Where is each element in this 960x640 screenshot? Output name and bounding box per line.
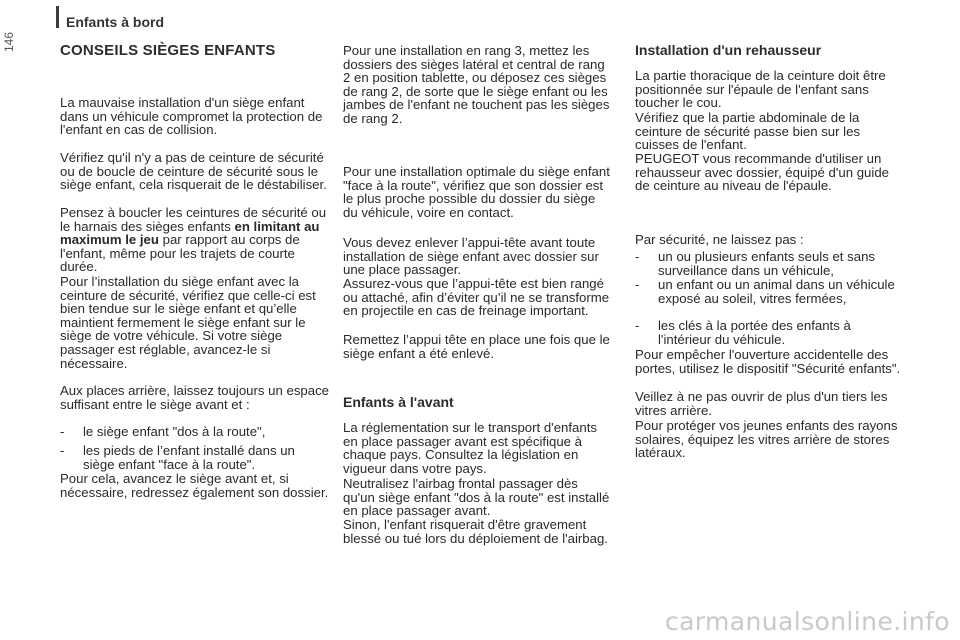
paragraph: Pour cela, avancez le siège avant et, si nécessaire, redressez également son dossier. [60,471,329,500]
paragraph: Par sécurité, ne laissez pas : [635,232,804,247]
paragraph: La partie thoracique de la ceinture doit être positionnée sur l'épaule de l'enfant sans toucher le cou. [635,68,886,111]
emphasis-text: en limitant au maximum le jeu [60,218,320,248]
section-title: CONSEILS SIÈGES ENFANTS [60,42,276,59]
paragraph: Pour l’installation du siège enfant avec la ceinture de sécurité, vérifiez que celle-ci est bien tendue sur le siège enfant et qu’elle maintient fermement le siège enfant sur le siège de votre véhicule. Si votre siège passager est réglable, avancez-le si nécessaire. [60,274,316,371]
list-item: - les pieds de l’enfant installé dans un siège enfant "face à la route". [60,443,295,472]
paragraph: Sinon, l'enfant risquerait d'être gravement blessé ou tué lors du déploiement de l'airbag. [343,517,608,546]
paragraph: Pour une installation en rang 3, mettez les dossiers des sièges latéral et central de rang 2 en position tablette, ou déposez ces sièges de rang 2, de sorte que le siège enfant ou les jambes de l'enfant ne touchent pas les sièges de rang 2. [343,43,610,126]
paragraph: Neutralisez l'airbag frontal passager dès qu'un siège enfant "dos à la route" est installé en place passager avant. [343,476,610,519]
paragraph: Pour empêcher l'ouverture accidentelle des portes, utilisez le dispositif "Sécurité enfants". [635,347,901,376]
paragraph: Vérifiez que la partie abdominale de la ceinture de sécurité passe bien sur les cuisses de l'enfant. [635,110,861,153]
paragraph: Assurez-vous que l’appui-tête est bien rangé ou attaché, afin d’éviter qu’il ne se transforme en projectile en cas de freinage important. [343,276,610,319]
paragraph: Pour une installation optimale du siège enfant "face à la route", vérifiez que son dossier est le plus proche possible du dossier du siège du véhicule, voire en contact. [343,164,610,220]
list-item: - le siège enfant "dos à la route", [60,424,266,439]
paragraph: Aux places arrière, laissez toujours un espace suffisant entre le siège avant et : [60,383,330,412]
paragraph: Pensez à boucler les ceintures de sécurité ou le harnais des sièges enfants en limitant au maximum le jeu par rapport au corps de l'enfant, même pour les trajets de courte durée. [60,205,327,275]
paragraph: Veillez à ne pas ouvrir de plus d'un tiers les vitres arrière. [635,389,888,418]
header-bar [56,6,59,28]
paragraph: Remettez l’appui tête en place une fois que le siège enfant a été enlevé. [343,332,610,361]
paragraph: Pour protéger vos jeunes enfants des rayons solaires, équipez les vitres arrière de stores latéraux. [635,418,898,461]
section-heading: Installation d'un rehausseur [635,42,822,58]
paragraph: Vous devez enlever l’appui-tête avant toute installation de siège enfant avec dossier sur une place passager. [343,235,599,278]
page-number: 146 [2,32,16,53]
watermark-text: carmanualsonline.info [664,607,950,636]
section-heading: Enfants à l'avant [343,394,454,410]
page-header-title: Enfants à bord [66,14,165,30]
paragraph: Vérifiez qu'il n'y a pas de ceinture de sécurité ou de boucle de ceinture de sécurité sous le siège enfant, cela risquerait de le déstabiliser. [60,150,327,193]
paragraph: La réglementation sur le transport d'enfants en place passager avant est spécifique à chaque pays. Consultez la législation en vigueur dans votre pays. [343,420,597,476]
paragraph: PEUGEOT vous recommande d'utiliser un rehausseur avec dossier, équipé d'un guide de ceinture au niveau de l'épaule. [635,151,889,194]
paragraph: La mauvaise installation d'un siège enfant dans un véhicule compromet la protection de l'enfant en cas de collision. [60,95,323,138]
list-item: - un ou plusieurs enfants seuls et sans surveillance dans un véhicule, [635,249,875,278]
list-item: - les clés à la portée des enfants à l'intérieur du véhicule. [635,318,851,347]
list-item: - un enfant ou un animal dans un véhicule exposé au soleil, vitres fermées, [635,277,895,306]
